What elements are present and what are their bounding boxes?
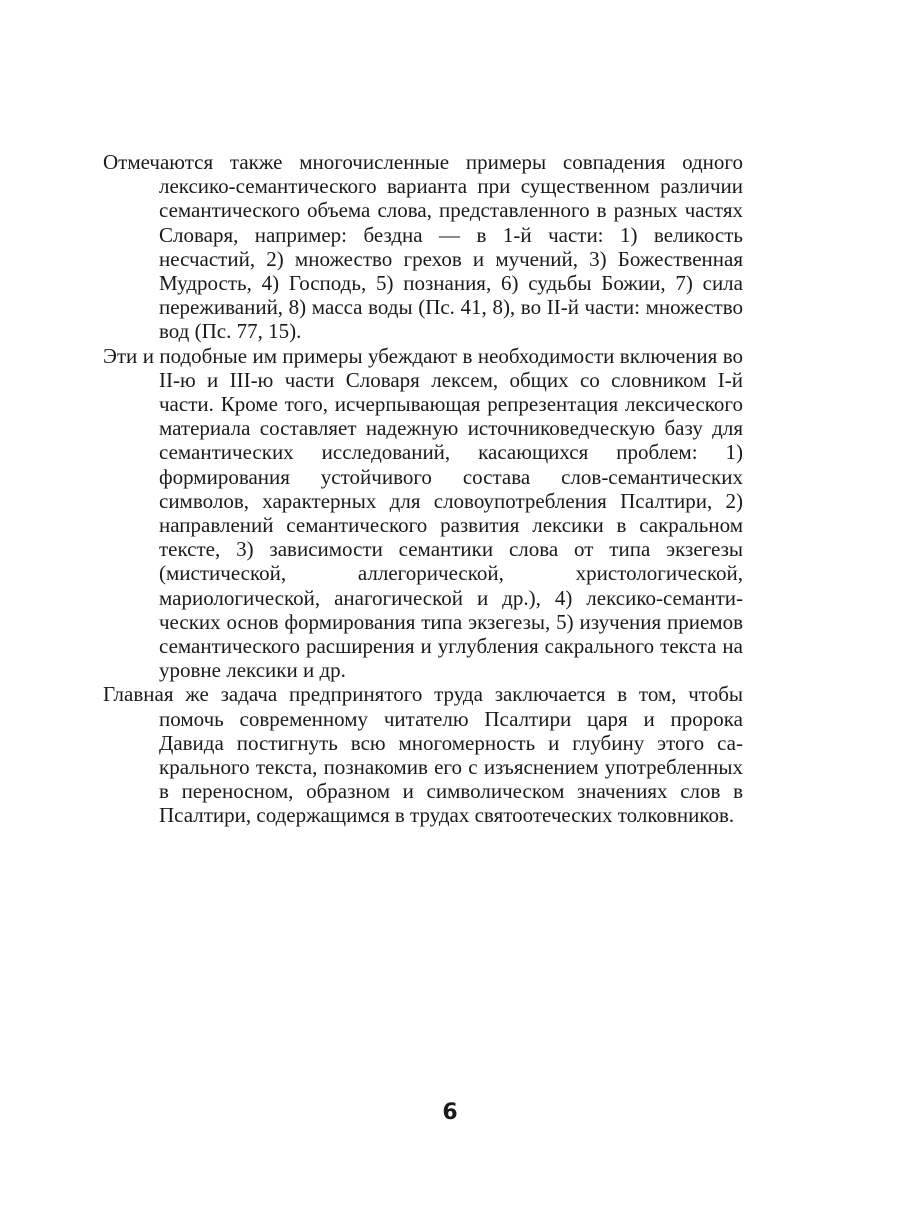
body-text xyxy=(103,150,743,828)
page-number: 6 xyxy=(442,1100,458,1125)
paragraph-1: Отмечаются также многочисленные примеры совпадения одного лексико-семантического варианта при существенном различии семантического объема слова, представленного в разных частях Словаря, например: бездна — в 1-й части: 1) великость несчастий, 2) множество грехов и мучений, 3) Божественная Мудрость, 4) Господь, 5) познания, 6) судьбы Божии, 7) сила переживаний, 8) масса воды (Пс. 41, 8), во II-й части: множество вод (Пс. 77, 15). xyxy=(103,150,743,344)
paragraph-3: Главная же задача предпринятого труда заключается в том, чтобы помочь современному читателю Псалтири царя и пророка Давида постигнуть всю многомерность и глубину этого сакрального текста, познакомив его с изъяснением употребленных в переносном, образном и символическом значениях слов в Псалтири, содержащимся в трудах святоотеческих толковников. xyxy=(103,682,743,828)
paragraph-2: Эти и подобные им примеры убеждают в необходимости включения во II-ю и III-ю части Словаря лексем, общих со словником I-й части. Кроме того, исчерпывающая репрезентация лексического материала составляет надежную источниковедческую базу для семантических исследований, касающихся проблем: 1) формирования устойчивого состава слов-семантических символов, характерных для словоупотребления Псалтири, 2) направлений семантического развития лексики в сакральном тексте, 3) зависимости семантики слова от типа экзегезы (мистической, аллегорической, христологической, мариологической, анагогической и др.), 4) лексико-семантических основ формирования типа экзегезы, 5) изучения приемов семантического расширения и углубления сакрального текста на уровне лексики и др. xyxy=(103,343,743,683)
